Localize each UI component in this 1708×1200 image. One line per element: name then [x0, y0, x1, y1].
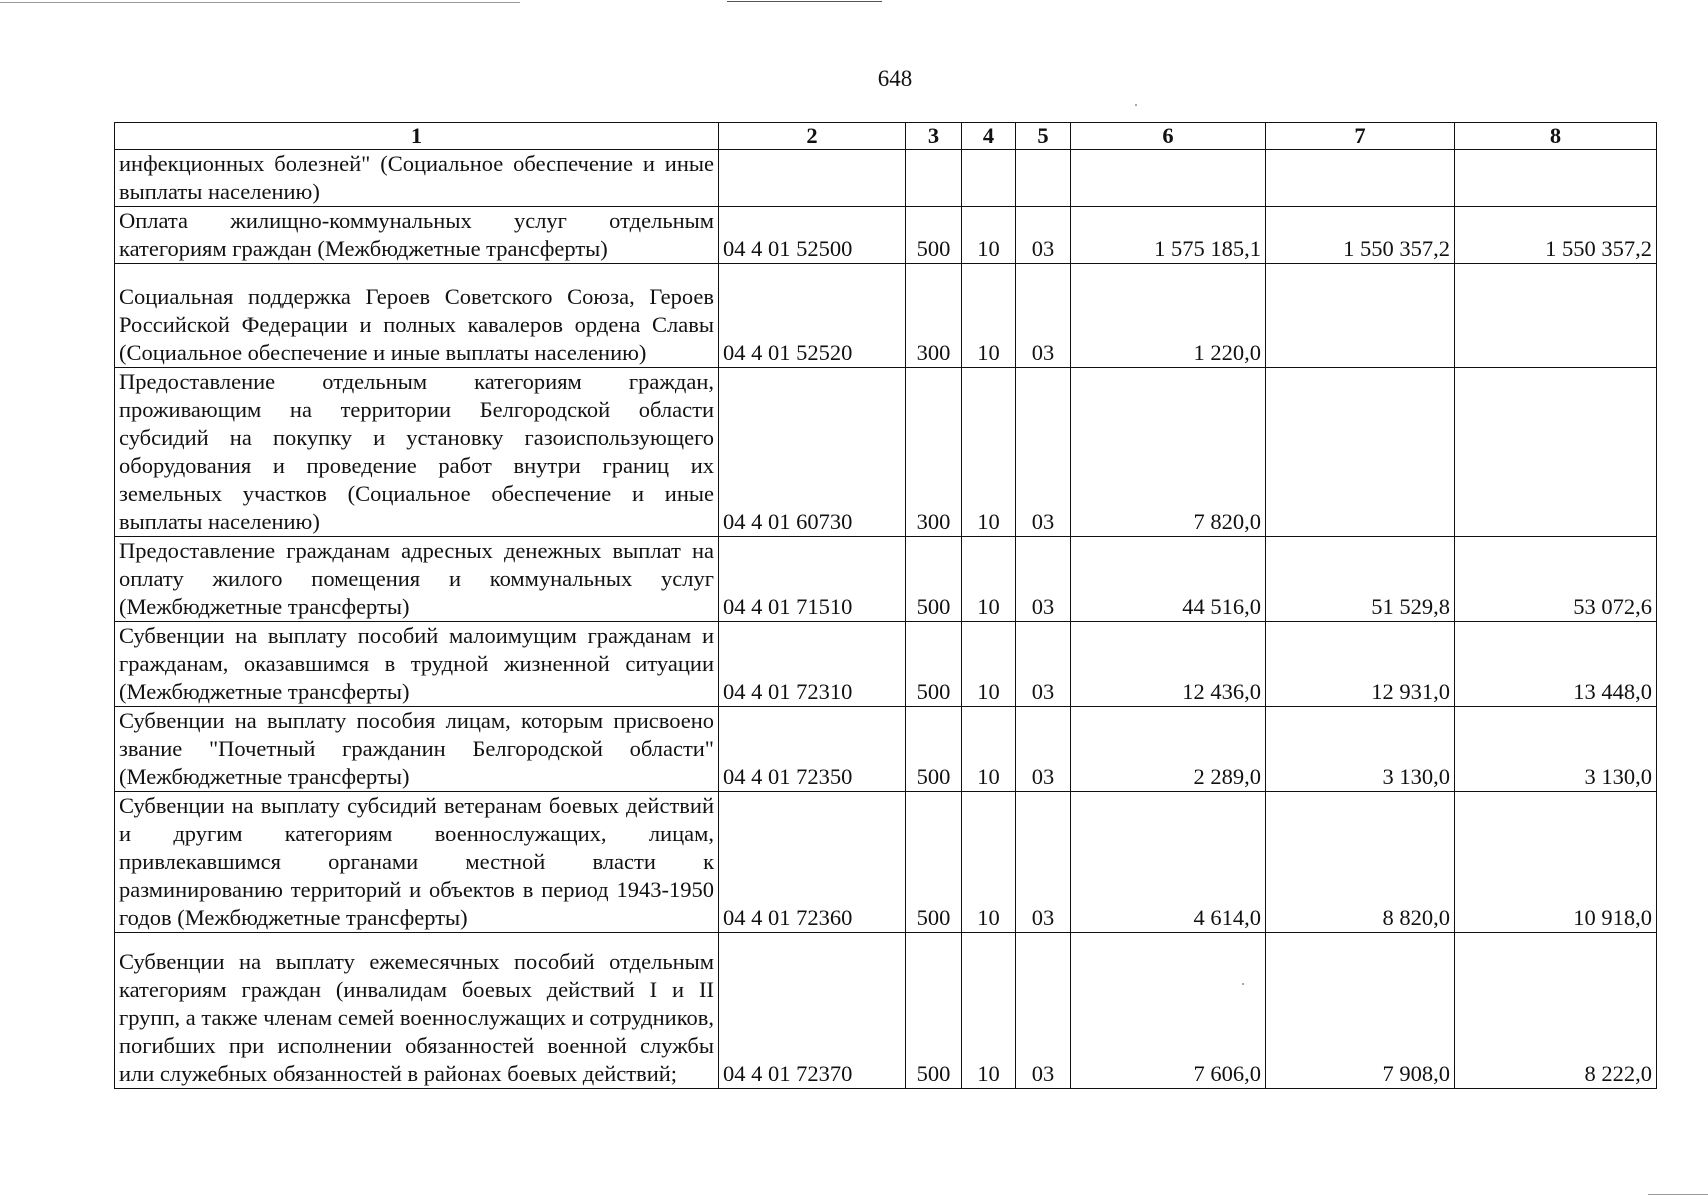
row-value-6: 1 575 185,1 — [1071, 207, 1266, 264]
row-value-6 — [1071, 150, 1266, 207]
row-value-7: 12 931,0 — [1266, 622, 1455, 707]
row-code: 04 4 01 52520 — [719, 264, 906, 368]
scan-artifact-line — [1648, 1194, 1708, 1195]
row-col4 — [962, 150, 1016, 207]
table-row — [115, 622, 1657, 707]
row-value-8: 53 072,6 — [1455, 537, 1657, 622]
row-description: Субвенции на выплату субсидий ветеранам боевых действий и другим категориям военнослужащих, лицам, привлекавшимся органами местной власти к разминированию территорий и объектов в период 1943-1950 годов (Межбюджетные трансферты) — [115, 792, 719, 933]
row-code: 04 4 01 52500 — [719, 207, 906, 264]
row-value-7: 51 529,8 — [1266, 537, 1455, 622]
table-row — [115, 150, 1657, 207]
row-value-6: 44 516,0 — [1071, 537, 1266, 622]
column-header-5: 5 — [1016, 123, 1071, 150]
row-description: Субвенции на выплату пособий малоимущим гражданам и гражданам, оказавшимся в трудной жизненной ситуации (Межбюджетные трансферты) — [115, 622, 719, 707]
row-col3: 500 — [906, 622, 962, 707]
row-col4: 10 — [962, 707, 1016, 792]
row-description: Предоставление гражданам адресных денежных выплат на оплату жилого помещения и коммунальных услуг (Межбюджетные трансферты) — [115, 537, 719, 622]
column-header-3: 3 — [906, 123, 962, 150]
table-row — [115, 707, 1657, 792]
table-row — [115, 792, 1657, 933]
column-header-7: 7 — [1266, 123, 1455, 150]
row-code: 04 4 01 72360 — [719, 792, 906, 933]
row-col5: 03 — [1016, 933, 1071, 1089]
column-header-8: 8 — [1455, 123, 1657, 150]
row-value-6: 2 289,0 — [1071, 707, 1266, 792]
row-col3: 300 — [906, 264, 962, 368]
row-value-8 — [1455, 368, 1657, 537]
row-description: Субвенции на выплату ежемесячных пособий отдельным категориям граждан (инвалидам боевых действий I и II групп, а также членам семей военнослужащих и сотрудников, погибших при исполнении обязанностей военной службы или служебных обязанностей в районах боевых действий; — [115, 933, 719, 1089]
row-col4: 10 — [962, 368, 1016, 537]
row-col5 — [1016, 150, 1071, 207]
row-value-6: 1 220,0 — [1071, 264, 1266, 368]
row-col4: 10 — [962, 537, 1016, 622]
row-value-8: 1 550 357,2 — [1455, 207, 1657, 264]
column-header-6: 6 — [1071, 123, 1266, 150]
row-description: Субвенции на выплату пособия лицам, которым присвоено звание "Почетный гражданин Белгородской области" (Межбюджетные трансферты) — [115, 707, 719, 792]
row-description: Социальная поддержка Героев Советского Союза, Героев Российской Федерации и полных кавалеров ордена Славы (Социальное обеспечение и иные выплаты населению) — [115, 264, 719, 368]
row-col4: 10 — [962, 264, 1016, 368]
row-col3: 300 — [906, 368, 962, 537]
row-code: 04 4 01 71510 — [719, 537, 906, 622]
table-row — [115, 537, 1657, 622]
row-col3 — [906, 150, 962, 207]
row-value-8: 10 918,0 — [1455, 792, 1657, 933]
row-col5: 03 — [1016, 622, 1071, 707]
row-col5: 03 — [1016, 792, 1071, 933]
page-number: 648 — [877, 66, 913, 91]
row-value-6: 12 436,0 — [1071, 622, 1266, 707]
scan-artifact-line — [0, 2, 520, 3]
row-value-8: 13 448,0 — [1455, 622, 1657, 707]
table-row — [115, 264, 1657, 368]
row-col5: 03 — [1016, 368, 1071, 537]
row-description: Оплата жилищно-коммунальных услуг отдельным категориям граждан (Межбюджетные трансферты) — [115, 207, 719, 264]
row-code: 04 4 01 72350 — [719, 707, 906, 792]
row-value-7 — [1266, 150, 1455, 207]
row-value-8: 8 222,0 — [1455, 933, 1657, 1089]
row-col3: 500 — [906, 207, 962, 264]
row-col5: 03 — [1016, 537, 1071, 622]
row-col4: 10 — [962, 622, 1016, 707]
column-header-1: 1 — [115, 123, 719, 150]
row-code: 04 4 01 72310 — [719, 622, 906, 707]
row-col3: 500 — [906, 707, 962, 792]
row-value-7: 1 550 357,2 — [1266, 207, 1455, 264]
row-description: инфекционных болезней" (Социальное обеспечение и иные выплаты населению) — [115, 150, 719, 207]
row-col5: 03 — [1016, 707, 1071, 792]
row-value-6: 4 614,0 — [1071, 792, 1266, 933]
row-col5: 03 — [1016, 264, 1071, 368]
row-col5: 03 — [1016, 207, 1071, 264]
row-code: 04 4 01 60730 — [719, 368, 906, 537]
table-body — [115, 150, 1657, 1089]
table-row — [115, 933, 1657, 1089]
row-value-8 — [1455, 264, 1657, 368]
scan-artifact-line — [727, 1, 882, 2]
row-value-6: 7 606,0 — [1071, 933, 1266, 1089]
row-value-8 — [1455, 150, 1657, 207]
table-row — [115, 207, 1657, 264]
row-col4: 10 — [962, 207, 1016, 264]
row-col3: 500 — [906, 933, 962, 1089]
row-code: 04 4 01 72370 — [719, 933, 906, 1089]
row-value-7: 3 130,0 — [1266, 707, 1455, 792]
stray-dot — [1135, 104, 1137, 106]
row-value-7: 8 820,0 — [1266, 792, 1455, 933]
table-row — [115, 368, 1657, 537]
row-value-6: 7 820,0 — [1071, 368, 1266, 537]
row-col3: 500 — [906, 537, 962, 622]
row-code — [719, 150, 906, 207]
row-value-7: 7 908,0 — [1266, 933, 1455, 1089]
row-col3: 500 — [906, 792, 962, 933]
row-value-8: 3 130,0 — [1455, 707, 1657, 792]
column-header-2: 2 — [719, 123, 906, 150]
row-description: Предоставление отдельным категориям граждан, проживающим на территории Белгородской области субсидий на покупку и установку газоиспользующего оборудования и проведение работ внутри границ их земельных участков (Социальное обеспечение и иные выплаты населению) — [115, 368, 719, 537]
budget-table — [114, 122, 1657, 1089]
row-col4: 10 — [962, 933, 1016, 1089]
row-value-7 — [1266, 264, 1455, 368]
row-value-7 — [1266, 368, 1455, 537]
table-header-row — [115, 123, 1657, 150]
column-header-4: 4 — [962, 123, 1016, 150]
row-col4: 10 — [962, 792, 1016, 933]
